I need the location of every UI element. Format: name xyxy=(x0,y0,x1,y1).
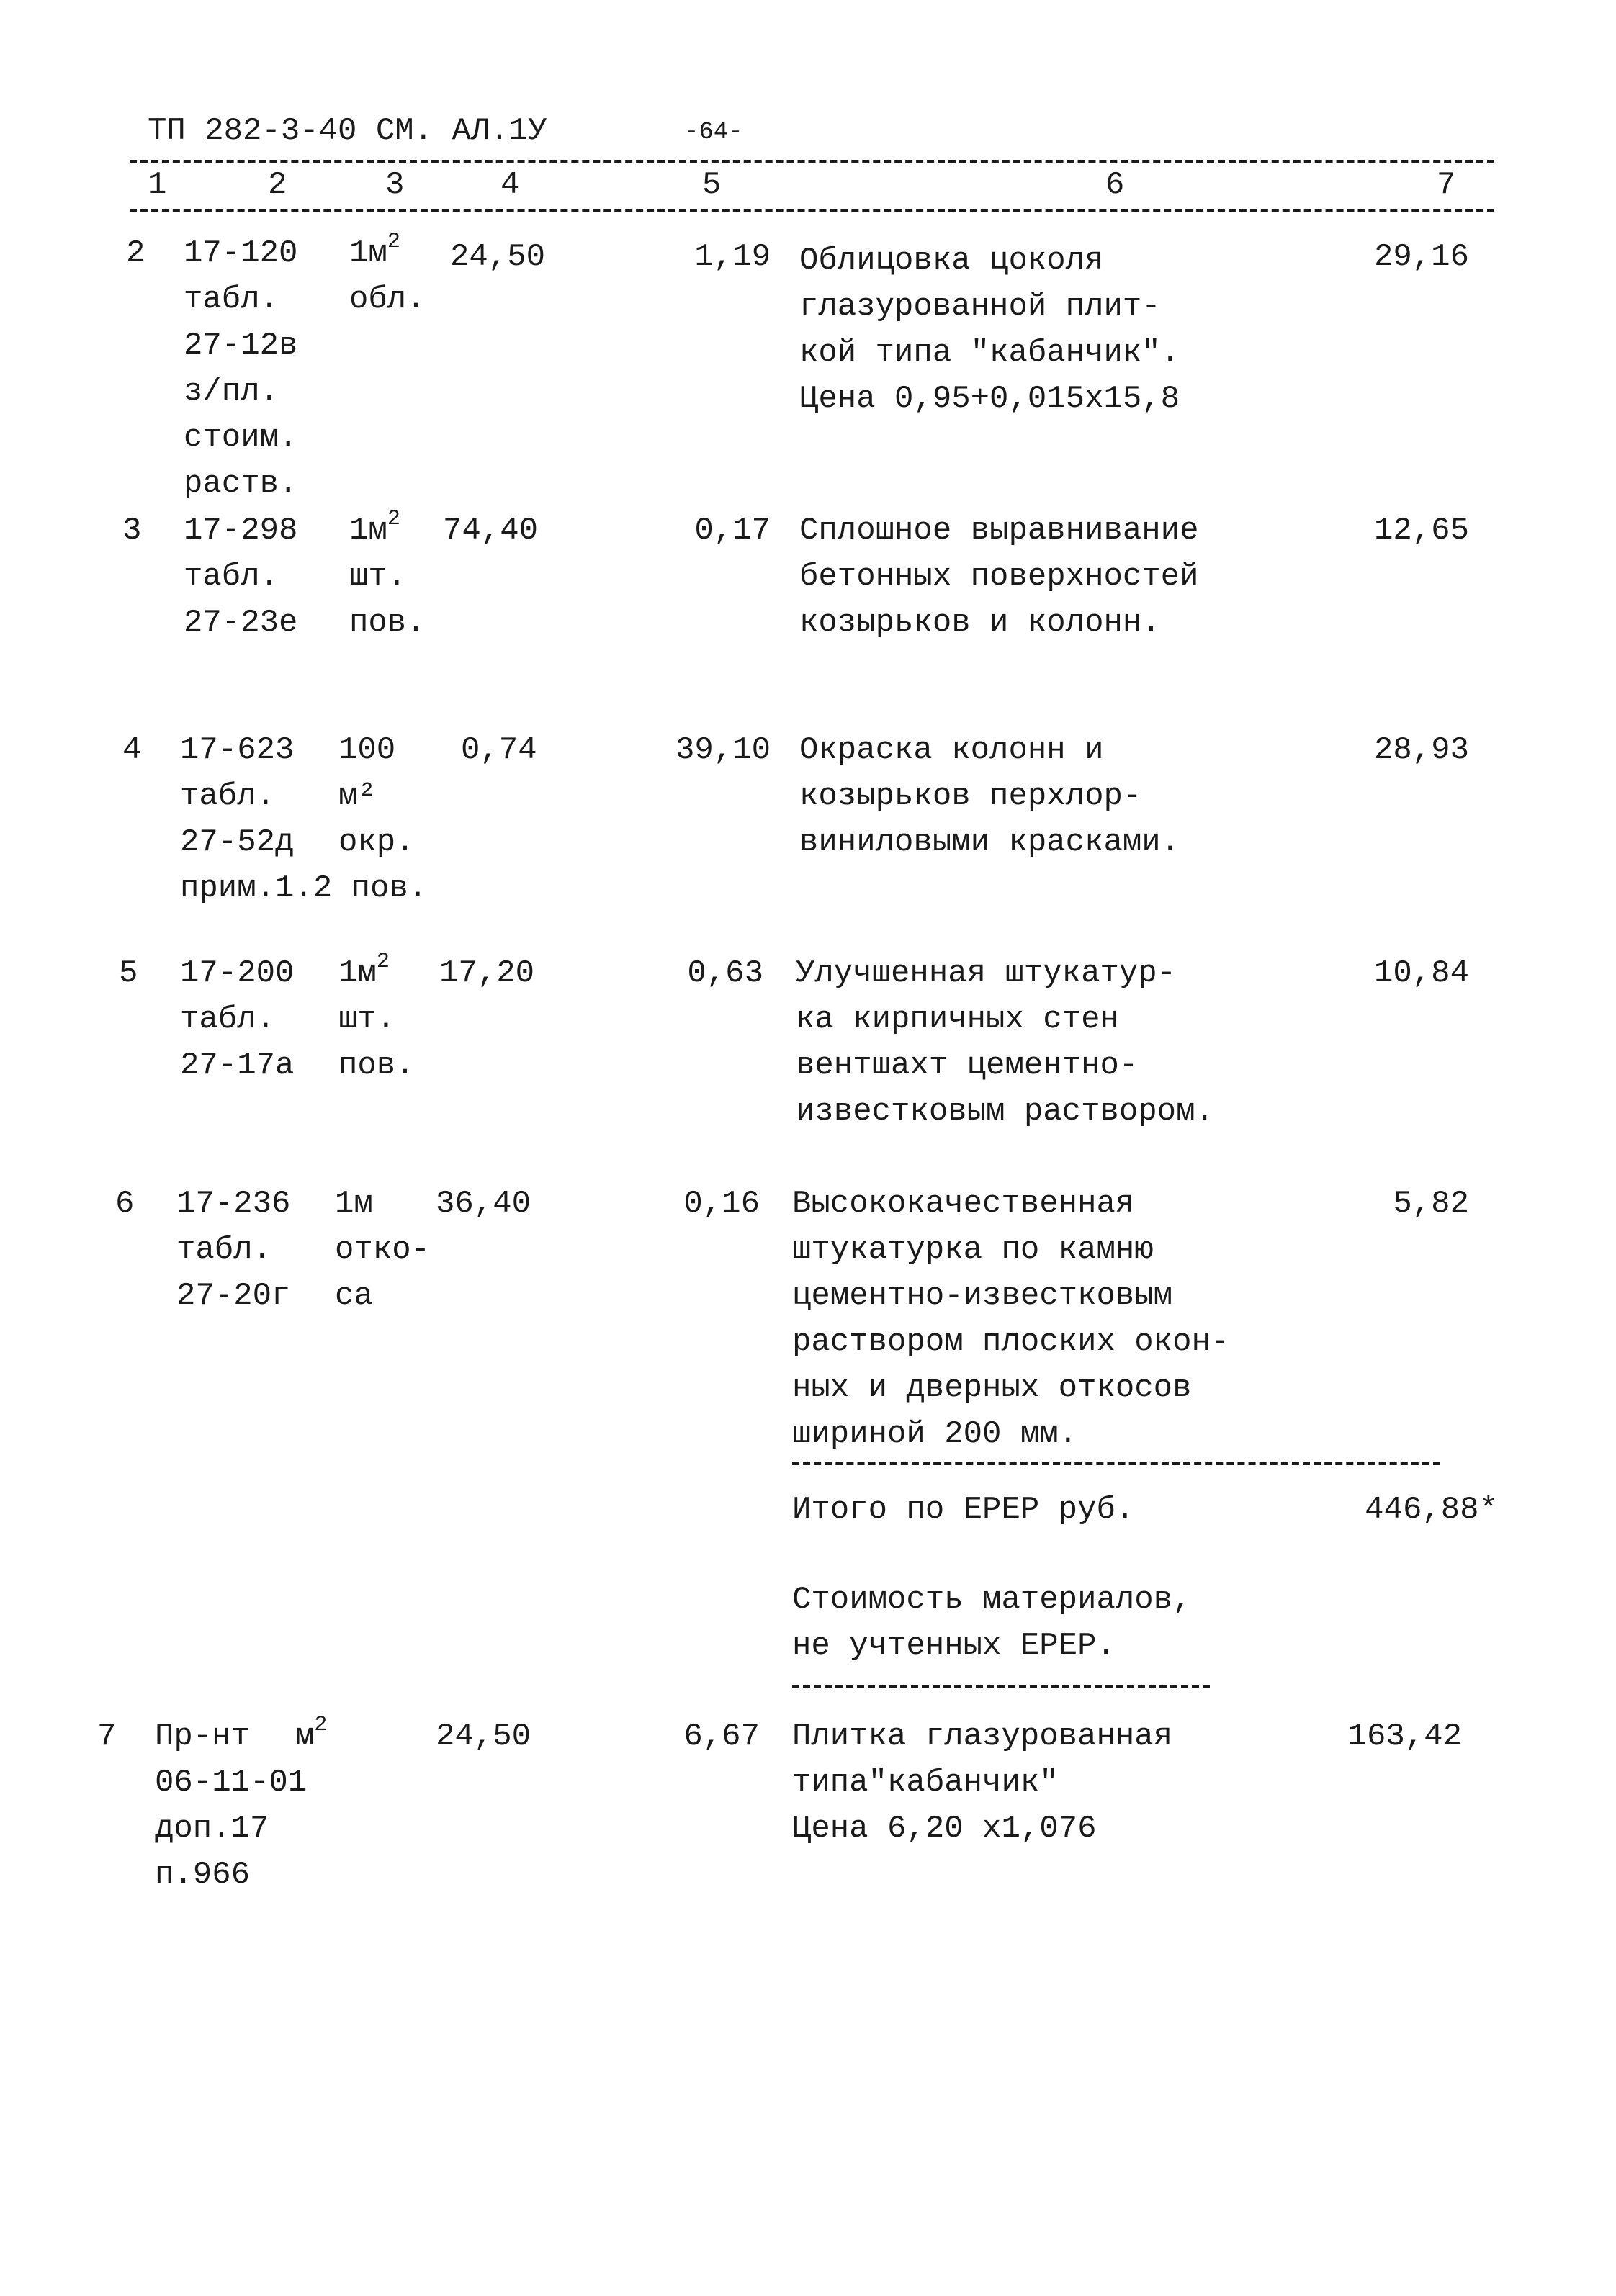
work-description: Сплошное выравнивание бетонных поверхностей козырьков и колонн. xyxy=(799,513,1199,641)
norm-code: 17-623 табл. 27-52д прим.1.2 пов. xyxy=(180,732,428,906)
total-cost: 163,42 xyxy=(1347,1719,1462,1755)
work-description: Плитка глазурованная типа"кабанчик" Цена 6,20 х1,076 xyxy=(792,1719,1173,1847)
total-cost: 5,82 xyxy=(1393,1186,1469,1222)
subtotal-rule xyxy=(792,1462,1440,1465)
header-top-rule xyxy=(130,160,1494,163)
unit-price: 0,16 xyxy=(683,1186,760,1222)
unit: $м^2$ xyxy=(295,1713,328,1755)
column-header-2: 2 xyxy=(268,167,287,203)
unit: 100 м² окр. xyxy=(338,732,415,860)
total-cost: 10,84 xyxy=(1373,955,1469,991)
work-description: Окраска колонн и козырьков перхлор- виниловыми красками. xyxy=(799,732,1180,860)
unit-price: 0,63 xyxy=(687,955,763,991)
work-description: Улучшенная штукатур- ка кирпичных стен вентшахт цементно- известковым раствором. xyxy=(796,955,1214,1130)
subtotal-label: Итого по ЕРЕР руб. xyxy=(792,1492,1135,1528)
quantity: 17,20 xyxy=(439,955,535,991)
unit-price: 1,19 xyxy=(694,239,771,275)
norm-code: 17-200 табл. 27-17а xyxy=(180,955,295,1084)
norm-code: 17-236 табл. 27-20г xyxy=(176,1186,291,1314)
row-number: 7 xyxy=(97,1719,117,1755)
quantity: 74,40 xyxy=(443,513,539,549)
header-bottom-rule xyxy=(130,209,1494,212)
work-description: Облицовка цоколя глазурованной плит- кой типа "кабанчик". Цена 0,95+0,015х15,8 xyxy=(799,243,1180,417)
column-header-5: 5 xyxy=(702,167,722,203)
column-header-4: 4 xyxy=(500,167,520,203)
unit: $1м^2$ шт. пов. xyxy=(349,507,426,641)
column-header-1: 1 xyxy=(148,167,167,203)
column-header-6: 6 xyxy=(1105,167,1125,203)
unit: $1м^2$ обл. xyxy=(349,230,426,318)
norm-code: 17-120 табл. 27-12в з/пл. стоим. раств. xyxy=(184,235,298,502)
column-header-7: 7 xyxy=(1437,167,1456,203)
unit-price: 6,67 xyxy=(683,1719,760,1755)
row-number: 4 xyxy=(122,732,142,768)
column-header-3: 3 xyxy=(385,167,405,203)
materials-note: Стоимость материалов, не учтенных ЕРЕР. xyxy=(792,1582,1192,1664)
quantity: 24,50 xyxy=(436,1719,531,1755)
norm-code: Пр-нт 06-11-01 доп.17 п.966 xyxy=(155,1719,308,1893)
total-cost: 12,65 xyxy=(1373,513,1469,549)
norm-code: 17-298 табл. 27-23е xyxy=(184,513,298,641)
total-cost: 28,93 xyxy=(1373,732,1469,768)
row-number: 6 xyxy=(115,1186,135,1222)
unit-price: 0,17 xyxy=(694,513,771,549)
row-number: 3 xyxy=(122,513,142,549)
quantity: 36,40 xyxy=(436,1186,531,1222)
materials-rule xyxy=(792,1685,1210,1688)
page-number: -64- xyxy=(684,119,743,146)
total-cost: 29,16 xyxy=(1373,239,1469,275)
work-description: Высококачественная штукатурка по камню цементно-известковым раствором плоских окон- ных и дверных откосов шириной 200 мм. xyxy=(792,1186,1230,1452)
quantity: 24,50 xyxy=(450,239,546,275)
unit-price: 39,10 xyxy=(675,732,771,768)
unit: 1м отко- са xyxy=(335,1186,431,1314)
unit: $1м^2$ шт. пов. xyxy=(338,950,415,1084)
row-number: 5 xyxy=(119,955,138,991)
row-number: 2 xyxy=(126,235,145,271)
subtotal-value: 446,88* xyxy=(1365,1492,1498,1528)
quantity: 0,74 xyxy=(461,732,537,768)
document-code: ТП 282-3-40 СМ. АЛ.1У xyxy=(148,113,547,149)
